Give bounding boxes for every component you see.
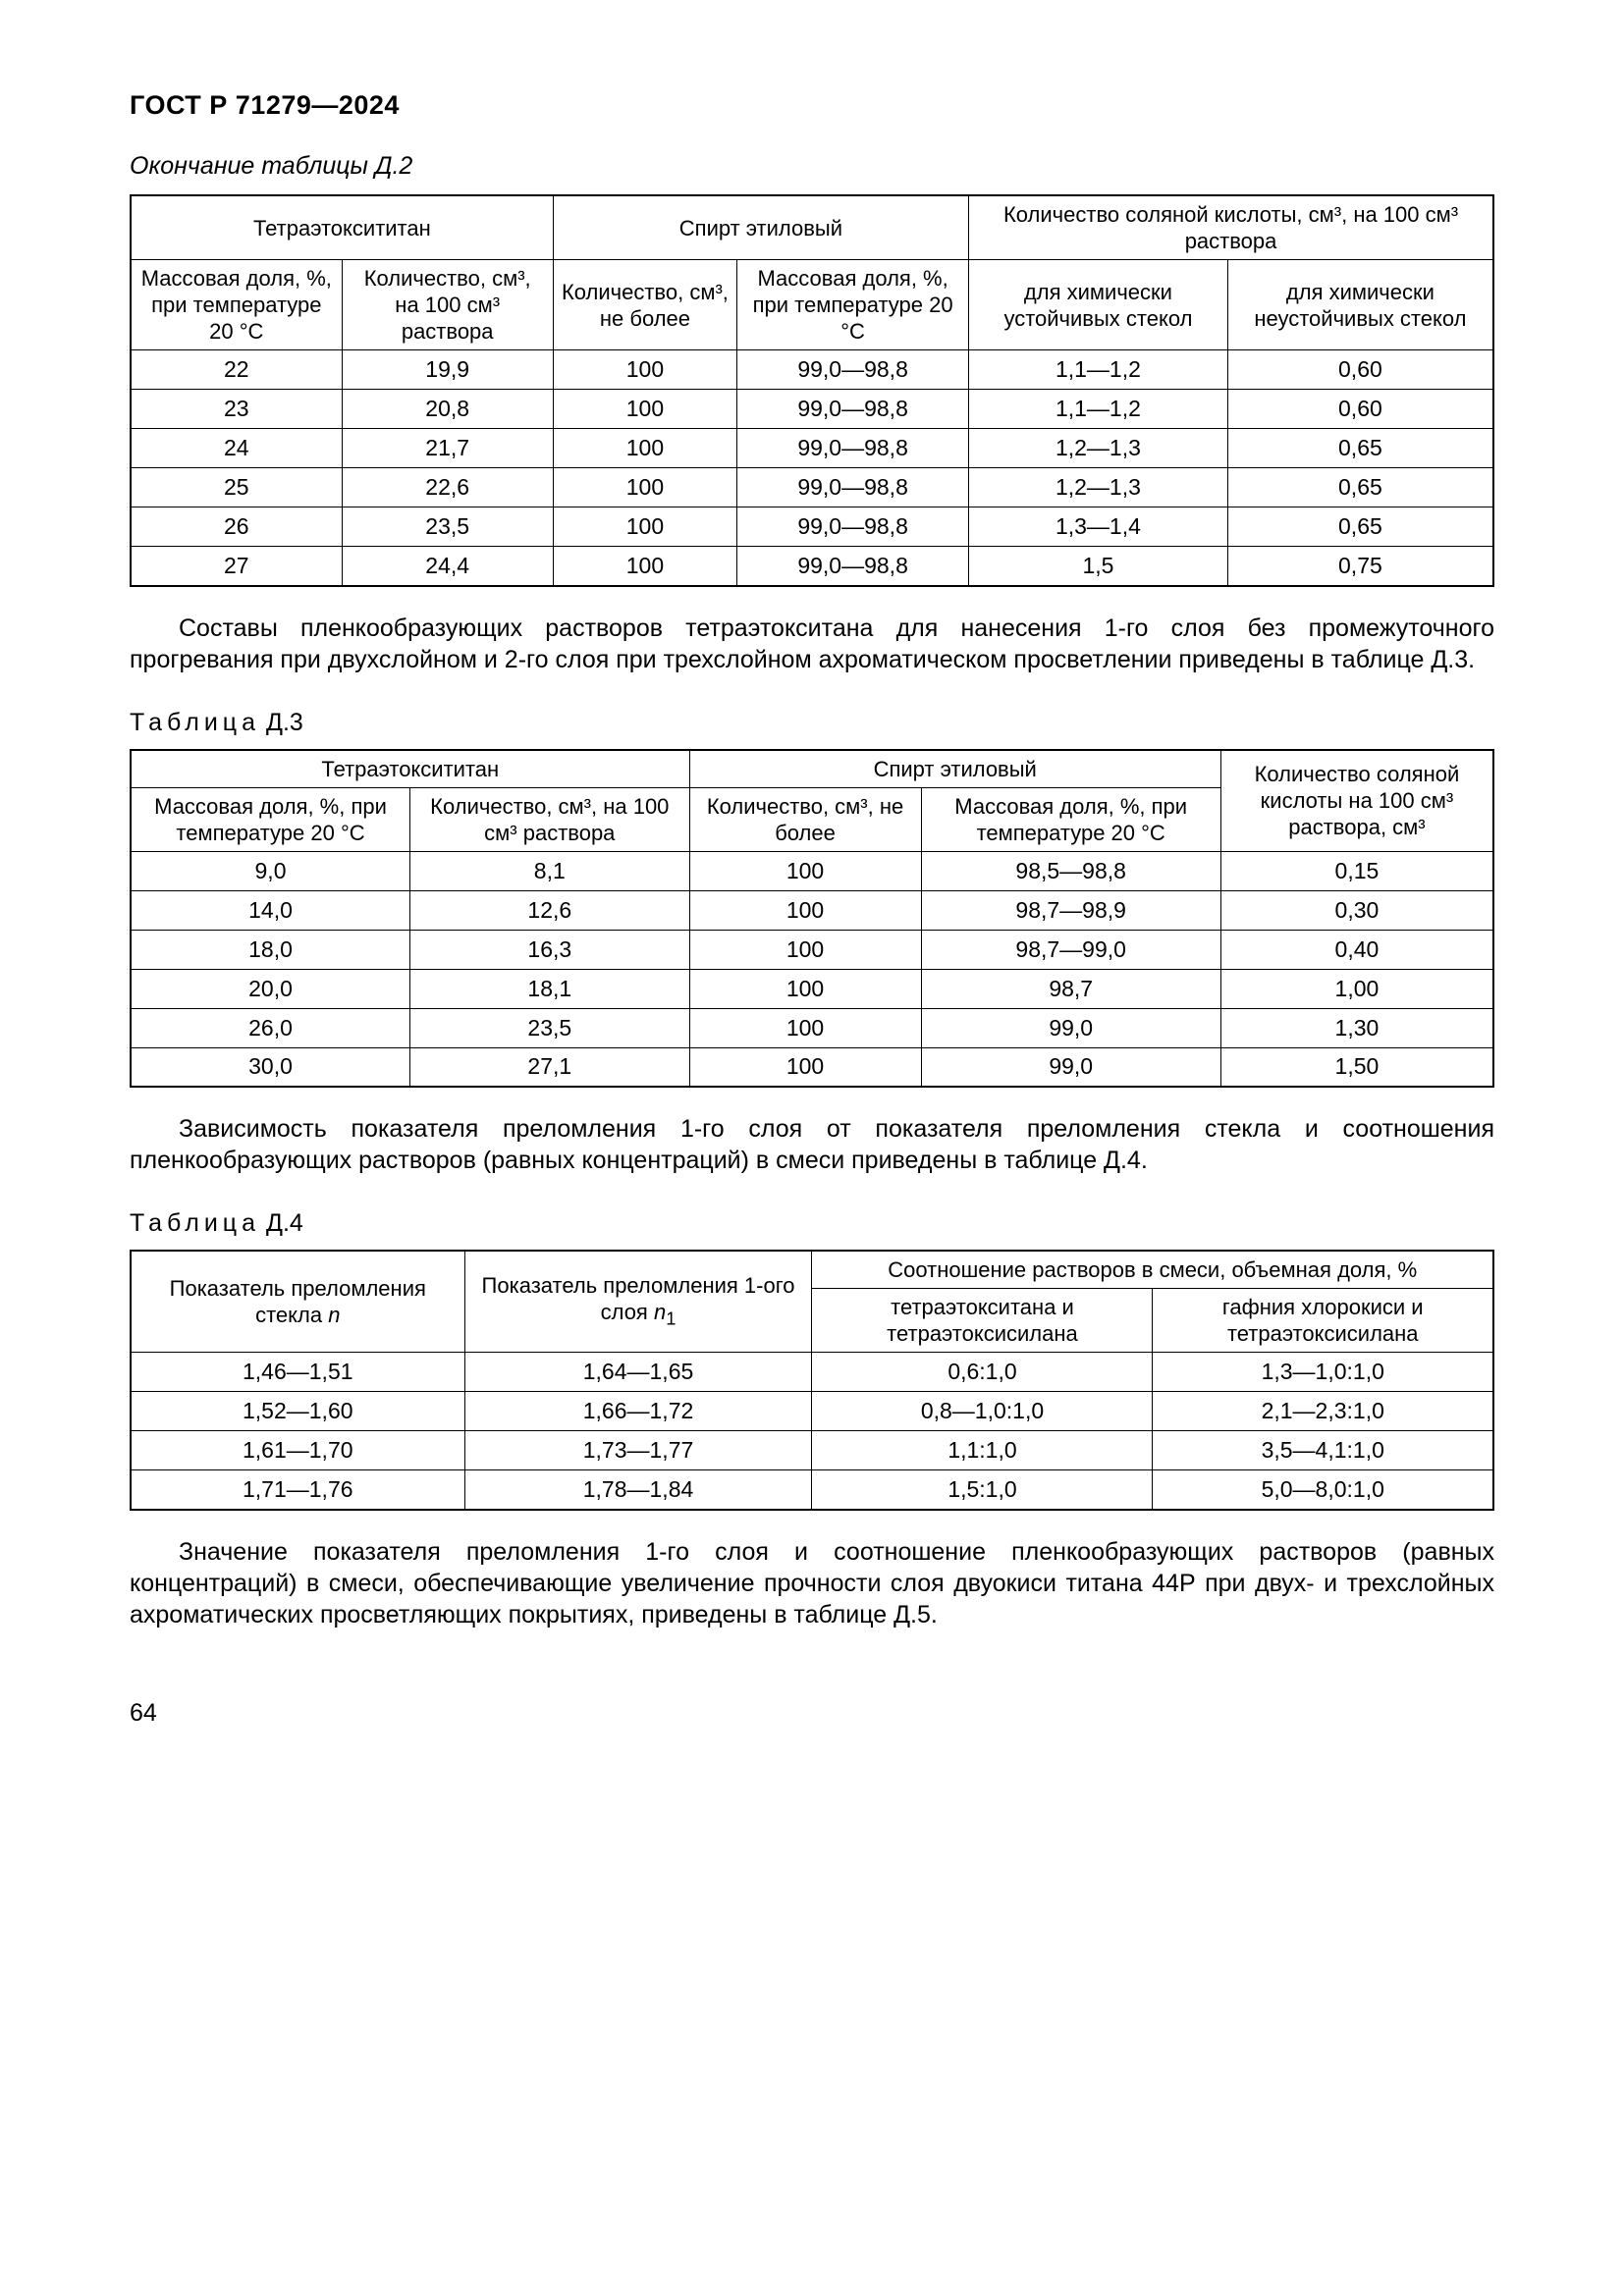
column-header: Массовая доля, %, при температуре 20 °С (131, 260, 342, 350)
table-cell: 1,1:1,0 (812, 1431, 1153, 1470)
table-cell: 8,1 (410, 851, 690, 890)
table-d4-caption (130, 1209, 1494, 1238)
table-cell: 100 (689, 851, 921, 890)
column-header (464, 1251, 812, 1353)
column-header: гафния хлорокиси и тетраэтоксисилана (1153, 1289, 1493, 1353)
table-cell: 1,78—1,84 (464, 1470, 812, 1510)
table-cell: 100 (553, 390, 736, 429)
caption-word: Таблица (130, 1209, 261, 1237)
table-cell: 12,6 (410, 890, 690, 930)
table-cell: 2,1—2,3:1,0 (1153, 1392, 1493, 1431)
table-cell: 1,00 (1220, 969, 1493, 1008)
table-cell: 1,50 (1220, 1047, 1493, 1087)
table-cell: 1,2—1,3 (969, 468, 1228, 507)
table-cell: 14,0 (131, 890, 410, 930)
table-cell: 0,8—1,0:1,0 (812, 1392, 1153, 1431)
column-header: Массовая доля, %, при температуре 20 °С (131, 787, 410, 851)
column-header: Количество, см³, на 100 см³ раствора (342, 260, 553, 350)
table-cell: 22 (131, 350, 342, 390)
table-cell: 98,7—98,9 (921, 890, 1220, 930)
table-cell: 98,7 (921, 969, 1220, 1008)
table-row (131, 390, 1493, 429)
column-group-header: Тетраэтоксититан (131, 195, 553, 260)
table-cell: 99,0—98,8 (737, 350, 969, 390)
table-cell: 30,0 (131, 1047, 410, 1087)
table-cell: 1,1—1,2 (969, 390, 1228, 429)
caption-number: Д.4 (266, 1209, 303, 1237)
table-d2-body (131, 350, 1493, 586)
table-row (131, 547, 1493, 586)
table-cell: 1,5:1,0 (812, 1470, 1153, 1510)
table-d4-body (131, 1353, 1493, 1510)
table-cell: 23 (131, 390, 342, 429)
paragraph: Значение показателя преломления 1-го слоя и соотношение пленкообразующих растворов (равных концентраций) в смеси, обеспечивающие увеличение прочности слоя двуокиси титана 44Р при двух- и трехслойных ахроматических просветляющих покрытиях, приведены в таблице Д.5. (130, 1537, 1494, 1629)
table-row (131, 1431, 1493, 1470)
table-cell: 1,2—1,3 (969, 429, 1228, 468)
table-cell: 0,65 (1227, 468, 1493, 507)
variable-n: n (328, 1303, 341, 1327)
table-cell: 23,5 (410, 1008, 690, 1047)
table-cell: 100 (689, 930, 921, 969)
table-cell: 1,3—1,4 (969, 507, 1228, 547)
column-header: Количество соляной кислоты на 100 см³ раствора, см³ (1220, 750, 1493, 852)
table-row (131, 1392, 1493, 1431)
table-cell: 99,0—98,8 (737, 547, 969, 586)
column-header (131, 1251, 464, 1353)
variable-subscript: 1 (666, 1308, 677, 1329)
table-cell: 98,7—99,0 (921, 930, 1220, 969)
table-cell: 9,0 (131, 851, 410, 890)
table-cell: 1,61—1,70 (131, 1431, 464, 1470)
table-cell: 1,52—1,60 (131, 1392, 464, 1431)
table-cell: 100 (689, 1008, 921, 1047)
column-header: Массовая доля, %, при температуре 20 °С (921, 787, 1220, 851)
table-cell: 100 (689, 890, 921, 930)
column-group-header: Тетраэтоксититан (131, 750, 689, 788)
table-cell: 27,1 (410, 1047, 690, 1087)
variable-n1: n (653, 1299, 667, 1324)
caption-word: Таблица (130, 708, 261, 736)
table-row (131, 969, 1493, 1008)
table-cell: 16,3 (410, 930, 690, 969)
column-group-header: Спирт этиловый (689, 750, 1220, 788)
table-row (131, 930, 1493, 969)
table-row (131, 1008, 1493, 1047)
table-row (131, 890, 1493, 930)
table-cell: 100 (689, 969, 921, 1008)
table-cell: 1,66—1,72 (464, 1392, 812, 1431)
table-cell: 100 (553, 350, 736, 390)
column-group-header: Соотношение растворов в смеси, объемная доля, % (812, 1251, 1493, 1289)
table-d3 (130, 749, 1494, 1089)
table-cell: 25 (131, 468, 342, 507)
table-row (131, 260, 1493, 350)
table-cell: 1,71—1,76 (131, 1470, 464, 1510)
table-cell: 100 (689, 1047, 921, 1087)
table-row (131, 750, 1493, 788)
table-cell: 99,0 (921, 1047, 1220, 1087)
table-cell: 1,73—1,77 (464, 1431, 812, 1470)
table-row (131, 507, 1493, 547)
table-cell: 0,75 (1227, 547, 1493, 586)
document-code: ГОСТ Р 71279—2024 (130, 90, 400, 120)
table-cell: 0,6:1,0 (812, 1353, 1153, 1392)
table-row (131, 468, 1493, 507)
table-cell: 1,3—1,0:1,0 (1153, 1353, 1493, 1392)
table-d4 (130, 1250, 1494, 1511)
table-cell: 1,46—1,51 (131, 1353, 464, 1392)
table-cell: 1,64—1,65 (464, 1353, 812, 1392)
table-d2 (130, 194, 1494, 587)
table-cell: 23,5 (342, 507, 553, 547)
table-cell: 26 (131, 507, 342, 547)
header-text: Показатель преломления стекла (169, 1276, 426, 1327)
table-cell: 18,0 (131, 930, 410, 969)
page-number: 64 (130, 1698, 157, 1727)
table-cell: 99,0—98,8 (737, 390, 969, 429)
table-cell: 1,5 (969, 547, 1228, 586)
table-cell: 24,4 (342, 547, 553, 586)
table-cell: 99,0—98,8 (737, 468, 969, 507)
table-cell: 98,5—98,8 (921, 851, 1220, 890)
column-group-header: Спирт этиловый (553, 195, 968, 260)
table-cell: 5,0—8,0:1,0 (1153, 1470, 1493, 1510)
column-header: Массовая доля, %, при температуре 20 °С (737, 260, 969, 350)
table-cell: 19,9 (342, 350, 553, 390)
table-cell: 27 (131, 547, 342, 586)
table-cell: 0,60 (1227, 350, 1493, 390)
table-cell: 3,5—4,1:1,0 (1153, 1431, 1493, 1470)
table-cell: 0,40 (1220, 930, 1493, 969)
table-cell: 20,8 (342, 390, 553, 429)
caption-number: Д.3 (266, 708, 303, 736)
table-d2-continuation-caption: Окончание таблицы Д.2 (130, 152, 413, 180)
column-header: для химически неустойчивых стекол (1227, 260, 1493, 350)
table-cell: 24 (131, 429, 342, 468)
table-cell: 1,30 (1220, 1008, 1493, 1047)
paragraph: Зависимость показателя преломления 1-го слоя от показателя преломления стекла и соотношения пленкообразующих растворов (равных концентраций) в смеси приведены в таблице Д.4. (130, 1115, 1494, 1174)
paragraph: Составы пленкообразующих растворов тетраэтокситана для нанесения 1-го слоя без промежуточного прогревания при двухслойном и 2-го слоя при трехслойном ахроматическом просветлении приведены в таблице Д.3. (130, 614, 1494, 673)
table-row (131, 1470, 1493, 1510)
column-group-header: Количество соляной кислоты, см³, на 100 см³ раствора (969, 195, 1493, 260)
column-header: Количество, см³, на 100 см³ раствора (410, 787, 690, 851)
header-text: Показатель преломления 1-ого слоя (481, 1272, 795, 1324)
column-header: Количество, см³, не более (553, 260, 736, 350)
column-header: тетраэтокситана и тетраэтоксисилана (812, 1289, 1153, 1353)
table-cell: 0,30 (1220, 890, 1493, 930)
table-cell: 100 (553, 507, 736, 547)
table-cell: 21,7 (342, 429, 553, 468)
table-cell: 0,60 (1227, 390, 1493, 429)
table-row (131, 1047, 1493, 1087)
table-cell: 1,1—1,2 (969, 350, 1228, 390)
table-cell: 20,0 (131, 969, 410, 1008)
table-row (131, 1353, 1493, 1392)
table-row (131, 195, 1493, 260)
table-cell: 0,15 (1220, 851, 1493, 890)
table-cell: 99,0—98,8 (737, 429, 969, 468)
table-cell: 99,0—98,8 (737, 507, 969, 547)
table-d3-caption (130, 709, 1494, 737)
table-row (131, 429, 1493, 468)
table-cell: 100 (553, 547, 736, 586)
table-cell: 0,65 (1227, 507, 1493, 547)
table-cell: 26,0 (131, 1008, 410, 1047)
table-cell: 99,0 (921, 1008, 1220, 1047)
table-row (131, 1251, 1493, 1289)
table-row (131, 851, 1493, 890)
table-cell: 18,1 (410, 969, 690, 1008)
table-cell: 0,65 (1227, 429, 1493, 468)
table-cell: 100 (553, 429, 736, 468)
table-row (131, 350, 1493, 390)
column-header: Количество, см³, не более (689, 787, 921, 851)
table-cell: 100 (553, 468, 736, 507)
column-header: для химически устойчивых стекол (969, 260, 1228, 350)
table-d3-body (131, 851, 1493, 1087)
table-cell: 22,6 (342, 468, 553, 507)
